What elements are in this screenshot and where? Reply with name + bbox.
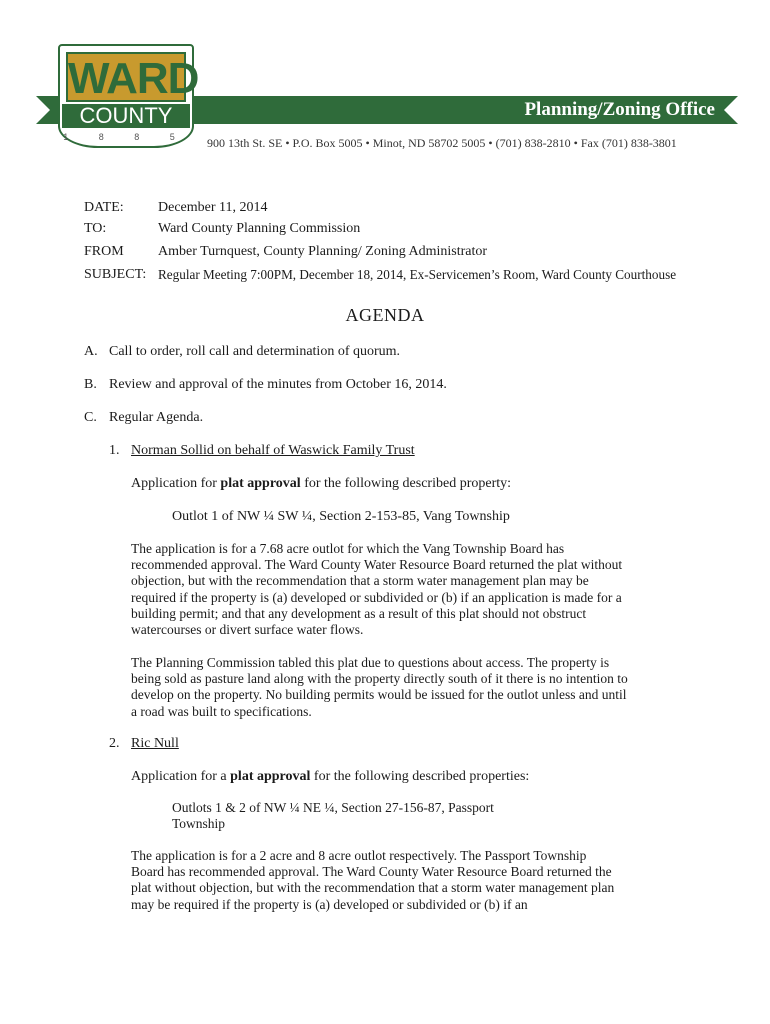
item-2-paragraph-1: The application is for a 2 acre and 8 acre outlot respectively. The Passport Township Board has recommended approval. The Ward County Water Resource Board returned the plat without objection, but with the recommendation that a storm water management plan may be required if the property is (a) developed or subdivided or (b) if an (131, 848, 615, 912)
item-1-title: Norman Sollid on behalf of Waswick Family Trust (131, 443, 415, 458)
item-a-text: Call to order, roll call and determination of quorum. (109, 344, 401, 359)
item-1-property: Outlot 1 of NW ¼ SW ¼, Section 2-153-85, Vang Township (172, 509, 510, 524)
from-value: Amber Turnquest, County Planning/ Zoning Administrator (158, 244, 488, 259)
item-1-paragraph-2: The Planning Commission tabled this plat due to questions about access. The property is being sold as pasture land along with the property directly south of it there is no intention to develop on the property. No building permits would be issued for the outlot unless and until a road was built to specifications. (131, 655, 628, 719)
item-b-text: Review and approval of the minutes from October 16, 2014. (109, 377, 447, 392)
item-2-app-bold: plat approval (230, 769, 311, 784)
item-2-number: 2. (109, 736, 120, 751)
banner-notch-left (36, 96, 50, 124)
subject-value: Regular Meeting 7:00PM, December 18, 2014, Ex-Servicemen’s Room, Ward County Courthouse (158, 267, 677, 282)
to-value: Ward County Planning Commission (158, 221, 361, 236)
item-2-app-post: for the following described properties: (310, 769, 530, 784)
from-label: FROM (84, 244, 124, 259)
item-2-property: Outlots 1 & 2 of NW ¼ NE ¼, Section 27-156-87, Passport Township (172, 800, 494, 832)
item-a-letter: A. (84, 344, 98, 359)
logo-ward-text: WARD (68, 54, 199, 103)
office-address: 900 13th St. SE • P.O. Box 5005 • Minot, ND 58702 5005 • (701) 838-2810 • Fax (701) 838-3801 (207, 136, 677, 150)
office-title: Planning/Zoning Office (524, 99, 715, 120)
item-1-app-bold: plat approval (220, 476, 301, 491)
item-2-title: Ric Null (131, 736, 179, 751)
agenda-title: AGENDA (345, 305, 425, 325)
date-value: December 11, 2014 (158, 200, 268, 215)
item-b-letter: B. (84, 377, 97, 392)
date-label: DATE: (84, 200, 124, 215)
item-1-application (131, 476, 511, 492)
item-1-number: 1. (109, 443, 120, 458)
banner-notch-right (724, 96, 738, 124)
item-1-paragraph-1: The application is for a 7.68 acre outlot for which the Vang Township Board has recommended approval. The Ward County Water Resource Board returned the plat without objection, but with the recommendation that a storm water management plan may be required if the property is (a) developed or subdivided or (b) if an application is made for a building permit; and that any development as a result of this plat should not obstruct watercourses or divert surface water flows. (131, 541, 623, 638)
subject-label: SUBJECT: (84, 267, 147, 282)
item-c-text: Regular Agenda. (109, 410, 204, 425)
item-c-letter: C. (84, 410, 97, 425)
to-label: TO: (84, 221, 107, 236)
item-1-app-pre: Application for (131, 476, 221, 491)
item-1-app-post: for the following described property: (300, 476, 512, 491)
item-2-application (131, 769, 529, 785)
logo-year-text: 1 8 8 5 (63, 132, 189, 142)
ward-county-logo (58, 44, 199, 148)
item-2-app-pre: Application for a (131, 769, 231, 784)
logo-county-text: COUNTY (62, 104, 190, 128)
